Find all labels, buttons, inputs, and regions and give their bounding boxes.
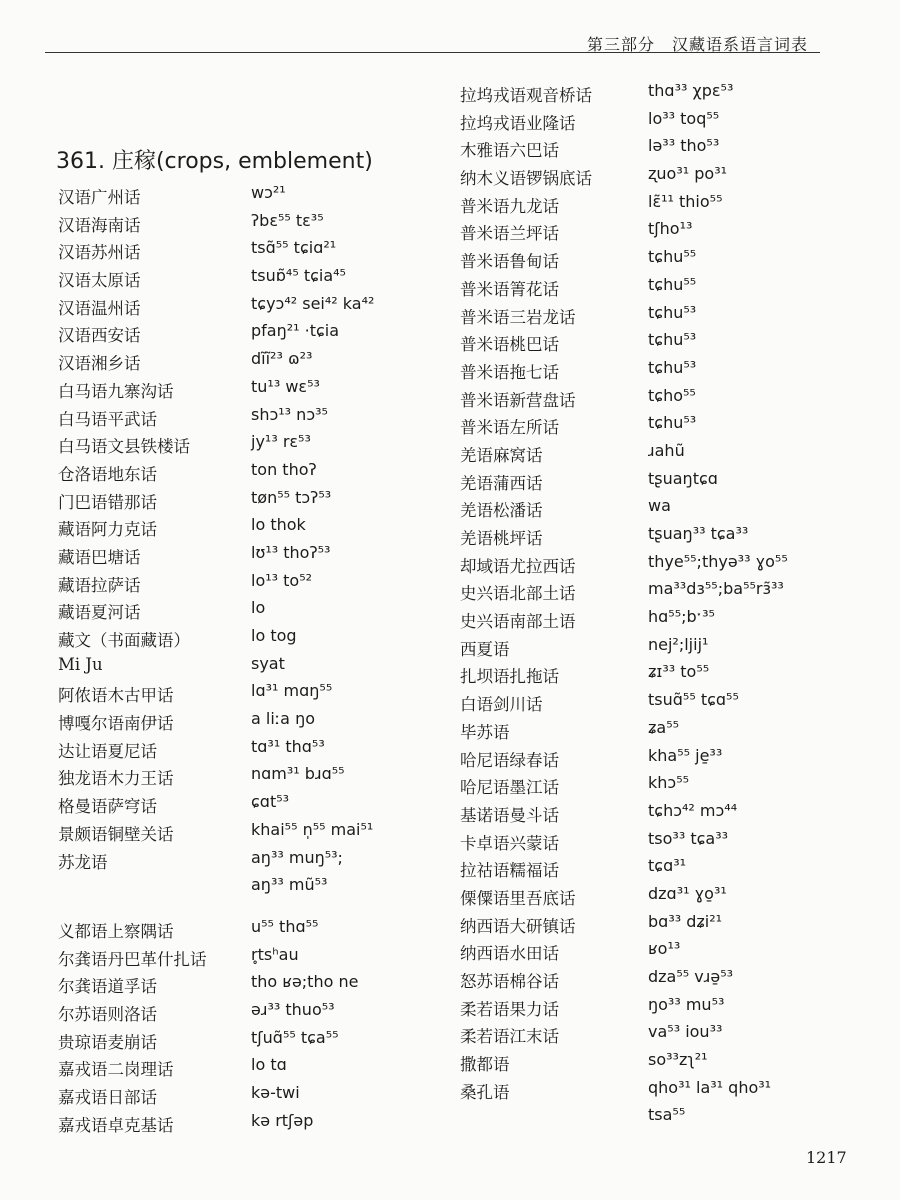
- word-form: tʂuaŋ³³ tɕa³³: [648, 524, 749, 543]
- word-form: tu¹³ wɛ⁵³: [251, 376, 320, 396]
- word-form: r̥tsʰau: [251, 944, 299, 964]
- word-entry: [460, 1021, 840, 1049]
- language-name: 嘉戎语日部话: [58, 1088, 157, 1107]
- word-entry: [460, 578, 840, 606]
- word-entry: [58, 182, 398, 210]
- word-entry: [58, 819, 398, 847]
- word-form: dza⁵⁵ vɹə̱⁵³: [648, 967, 734, 986]
- word-form: va⁵³ iou³³: [648, 1022, 723, 1042]
- word-form: tɕhu⁵⁵: [648, 274, 697, 294]
- header-rule: [45, 52, 820, 53]
- language-name: 贵琼语麦崩话: [58, 1032, 157, 1052]
- entry-spacer: [58, 902, 398, 916]
- word-form: nɑm³¹ bɹɑ⁵⁵: [251, 764, 345, 784]
- language-name: 格曼语萨穹话: [58, 797, 157, 817]
- word-form: lɑ³¹ mɑŋ⁵⁵: [251, 681, 333, 701]
- word-entry: [460, 966, 840, 994]
- language-name: 基诺语曼斗话: [460, 805, 559, 825]
- word-form: ɹahũ: [648, 440, 685, 460]
- word-form: tɕyɔ⁴² sei⁴² ka⁴²: [251, 293, 375, 313]
- word-form: tɕhu⁵³: [648, 330, 697, 350]
- word-form: hɑ⁵⁵;bˑ³⁵: [648, 607, 715, 627]
- right-column: [460, 80, 840, 1132]
- language-name: 汉语海南话: [58, 215, 141, 235]
- language-name: 哈尼语绿春话: [460, 750, 559, 770]
- language-name: 羌语松潘话: [460, 501, 543, 521]
- word-entry: [58, 763, 398, 791]
- language-name: 门巴语错那话: [58, 492, 157, 512]
- word-entry: [58, 791, 398, 819]
- word-form: a liːa ŋo: [251, 709, 315, 729]
- word-entry: [58, 916, 398, 944]
- word-entry: [58, 597, 398, 625]
- word-form: ma³³dз⁵⁵;ba⁵⁵rɜ̃³³: [648, 579, 784, 599]
- language-name: 普米语左所话: [460, 418, 559, 438]
- word-entry: [460, 717, 840, 745]
- word-form: lo¹³ to⁵²: [251, 570, 313, 590]
- running-header-text: 第三部分 汉藏语系语言词表: [586, 35, 808, 54]
- word-form: tʃuɑ̃⁵⁵ tɕa⁵⁵: [251, 1027, 339, 1047]
- language-name: 达让语夏尼话: [58, 741, 157, 761]
- word-form: lə³³ tho⁵³: [648, 136, 720, 156]
- word-entry: [58, 265, 398, 293]
- language-name: 却域语尤拉西话: [460, 556, 576, 576]
- word-entry: [58, 944, 398, 972]
- word-form: tsuɒ̃⁴⁵ tɕia⁴⁵: [251, 266, 346, 286]
- language-name: 嘉戎语二岗理话: [58, 1060, 174, 1080]
- word-form: tɕhu⁵⁵: [648, 247, 697, 267]
- word-entry: [58, 1054, 398, 1082]
- word-form: tho ʁə;tho ne: [251, 972, 359, 992]
- language-name: 博嘎尔语南伊话: [58, 714, 174, 734]
- word-entry: [58, 653, 398, 681]
- word-entry: [58, 1027, 398, 1055]
- language-name: 苏龙语: [58, 852, 108, 872]
- word-entry: [58, 874, 398, 902]
- word-entry: [460, 938, 840, 966]
- word-entry: [460, 302, 840, 330]
- word-form: ʁo¹³: [648, 939, 681, 959]
- word-entry: [460, 634, 840, 662]
- word-form: syat: [251, 653, 285, 673]
- word-form: khai⁵⁵ n̩⁵⁵ mai⁵¹: [251, 819, 374, 839]
- word-entry: [460, 163, 840, 191]
- word-form: kə-twi: [251, 1083, 300, 1102]
- word-entry: [58, 1082, 398, 1110]
- word-entry: [460, 661, 840, 689]
- language-name: 毕苏语: [460, 722, 510, 742]
- language-name: 汉语太原话: [58, 271, 141, 291]
- language-name: 藏文（书面藏语）: [58, 631, 190, 650]
- language-name: 汉语温州话: [58, 298, 141, 318]
- word-entry: [460, 689, 840, 717]
- language-name: 拉祜语糯福话: [460, 861, 559, 881]
- word-entry: [460, 883, 840, 911]
- word-entry: [58, 847, 398, 875]
- word-entry: [58, 293, 398, 321]
- word-form: ʔbɛ⁵⁵ tɛ³⁵: [251, 210, 324, 230]
- language-name: 羌语桃坪话: [460, 529, 543, 548]
- word-form: thye⁵⁵;thyə³³ ɣo⁵⁵: [648, 551, 788, 571]
- word-entry: [460, 108, 840, 136]
- language-name: 羌语麻窝话: [460, 445, 543, 465]
- word-entry: [58, 971, 398, 999]
- language-name: 柔若语江末话: [460, 1027, 559, 1047]
- word-form: u⁵⁵ thɑ⁵⁵: [251, 916, 319, 936]
- word-form: thɑ³³ χpɛ⁵³: [648, 81, 734, 100]
- word-form: ʐuo³¹ po³¹: [648, 164, 728, 184]
- word-entry: [460, 994, 840, 1022]
- language-name: 阿侬语木古甲话: [58, 686, 174, 706]
- word-entry: [460, 218, 840, 246]
- word-form: wɔ²¹: [251, 183, 286, 202]
- language-name: 藏语阿力克话: [58, 520, 157, 540]
- word-entry: [460, 911, 840, 939]
- word-form: tɕhu⁵³: [648, 357, 697, 377]
- language-name: 尔龚语道孚话: [58, 977, 157, 997]
- language-name: 景颇语铜壁关话: [58, 824, 174, 844]
- language-name: 尔苏语则洛话: [58, 1004, 157, 1024]
- word-entry: [460, 855, 840, 883]
- word-entry: [460, 357, 840, 385]
- word-form: tɕho⁵⁵: [648, 385, 696, 405]
- word-form: ʑa⁵⁵: [648, 717, 680, 737]
- word-entry: [58, 320, 398, 348]
- word-entry: [58, 999, 398, 1027]
- word-form: lo tog: [251, 626, 297, 645]
- word-entry: [460, 80, 840, 108]
- word-form: so³³zʅ²¹: [648, 1050, 708, 1070]
- language-name: 拉坞戎语观音桥话: [460, 86, 592, 105]
- language-name: Mi Ju: [58, 654, 103, 674]
- word-form: tʃho¹³: [648, 219, 693, 239]
- word-entry: [460, 800, 840, 828]
- language-name: 普米语拖七话: [460, 362, 559, 382]
- word-entry: [460, 606, 840, 634]
- word-form: nej²;ljij¹: [648, 634, 709, 654]
- word-form: dĩĩ²³ ɷ²³: [251, 349, 313, 369]
- word-entry: [460, 385, 840, 413]
- language-name: 纳木义语锣锅底话: [460, 169, 592, 189]
- word-form: tʂuaŋtɕɑ: [648, 468, 718, 488]
- word-entry: [58, 736, 398, 764]
- word-form: qho³¹ la³¹ qho³¹: [648, 1077, 772, 1097]
- language-name: 汉语湘乡话: [58, 354, 141, 374]
- word-form: kha⁵⁵ je̱³³: [648, 745, 723, 765]
- word-form: aŋ³³ mũ⁵³: [251, 875, 328, 895]
- word-entry: [460, 246, 840, 274]
- word-entry: [460, 745, 840, 773]
- language-name: 西夏语: [460, 639, 510, 659]
- word-form: ŋo³³ mu⁵³: [648, 994, 725, 1014]
- word-entry: [58, 570, 398, 598]
- word-entry: [460, 1077, 840, 1105]
- language-name: 普米语兰坪话: [460, 224, 559, 244]
- word-entry: [460, 274, 840, 302]
- word-entry: [460, 135, 840, 163]
- word-form: tɕhɔ⁴² mɔ⁴⁴: [648, 800, 738, 820]
- word-entry: [460, 523, 840, 551]
- word-entry: [460, 1104, 840, 1132]
- word-entry: [58, 376, 398, 404]
- language-name: 拉坞戎语业隆话: [460, 113, 576, 133]
- word-form: lo thok: [251, 515, 306, 535]
- language-name: 普米语三岩龙话: [460, 307, 576, 327]
- word-entry: [58, 487, 398, 515]
- language-name: 怒苏语棉谷话: [460, 972, 559, 991]
- language-name: 嘉戎语卓克基话: [58, 1115, 174, 1135]
- word-form: tso³³ tɕa³³: [648, 828, 729, 848]
- word-form: tøn⁵⁵ tɔʔ⁵³: [251, 487, 332, 507]
- language-name: 普米语新营盘话: [460, 390, 576, 410]
- word-entry: [58, 237, 398, 265]
- language-name: 卡卓语兴蒙话: [460, 833, 559, 853]
- language-name: 普米语鲁甸话: [460, 252, 559, 272]
- section-title: 361. 庄稼(crops, emblement): [56, 149, 373, 174]
- language-name: 纳西语水田话: [460, 944, 559, 964]
- language-name: 扎坝语扎拖话: [460, 667, 559, 687]
- word-form: lo tɑ: [251, 1055, 287, 1075]
- language-name: 撒都语: [460, 1055, 510, 1075]
- language-name: 普米语桃巴话: [460, 335, 559, 355]
- language-name: 羌语蒲西话: [460, 473, 543, 493]
- left-column: [58, 182, 398, 1137]
- word-form: lo³³ toq⁵⁵: [648, 108, 720, 128]
- word-form: khɔ⁵⁵: [648, 773, 690, 793]
- language-name: 藏语夏河话: [58, 603, 141, 623]
- word-form: lʊ¹³ thoʔ⁵³: [251, 542, 331, 562]
- word-form: bɑ³³ dʑi²¹: [648, 911, 723, 931]
- language-name: 白语剑川话: [460, 695, 543, 715]
- language-name: 木雅语六巴话: [460, 141, 559, 161]
- word-entry: [58, 625, 398, 653]
- word-form: wa: [648, 496, 671, 516]
- language-name: 汉语苏州话: [58, 243, 141, 263]
- language-name: 桑孔语: [460, 1082, 510, 1102]
- language-name: 哈尼语墨江话: [460, 778, 559, 798]
- word-entry: [58, 708, 398, 736]
- word-entry: [58, 348, 398, 376]
- word-entry: [460, 1049, 840, 1077]
- word-entry: [460, 440, 840, 468]
- language-name: 普米语九龙话: [460, 196, 559, 216]
- word-form: pfaŋ²¹ ·tɕia: [251, 321, 340, 341]
- word-form: tsɑ̃⁵⁵ tɕiɑ²¹: [251, 238, 337, 258]
- word-form: əɹ³³ thuo⁵³: [251, 999, 335, 1019]
- word-form: dzɑ³¹ ɣo̱³¹: [648, 883, 727, 903]
- word-entry: [460, 468, 840, 496]
- word-entry: [460, 828, 840, 856]
- language-name: 普米语箐花话: [460, 279, 559, 299]
- language-name: 白马语平武话: [58, 409, 157, 429]
- word-entry: [460, 772, 840, 800]
- word-form: lo: [251, 598, 266, 618]
- word-form: tɕhu⁵³: [648, 413, 697, 433]
- language-name: 白马语九寨沟话: [58, 381, 174, 401]
- word-entry: [58, 680, 398, 708]
- word-form: jy¹³ rɛ⁵³: [251, 432, 311, 452]
- language-name: 汉语广州话: [58, 188, 141, 207]
- language-name: 尔龚语丹巴革什扎话: [58, 949, 207, 969]
- language-name: 史兴语北部土话: [460, 584, 576, 604]
- word-entry: [58, 542, 398, 570]
- language-name: 白马语文县铁楼话: [58, 437, 190, 457]
- word-form: tsa⁵⁵: [648, 1105, 686, 1125]
- word-entry: [460, 412, 840, 440]
- word-entry: [460, 329, 840, 357]
- language-name: 仓洛语地东话: [58, 464, 157, 484]
- word-entry: [58, 1110, 398, 1138]
- word-form: aŋ³³ muŋ⁵³;: [251, 847, 343, 867]
- language-name: 汉语西安话: [58, 326, 141, 346]
- language-name: 史兴语南部土语: [460, 612, 576, 632]
- language-name: 藏语巴塘话: [58, 547, 141, 567]
- word-entry: [460, 191, 840, 219]
- word-entry: [460, 551, 840, 579]
- language-name: 傈僳语里吾底话: [460, 888, 576, 908]
- word-entry: [58, 431, 398, 459]
- word-form: shɔ¹³ nɔ³⁵: [251, 404, 328, 424]
- language-name: 柔若语果力话: [460, 999, 559, 1019]
- word-form: ɕɑt⁵³: [251, 792, 290, 812]
- language-name: 藏语拉萨话: [58, 575, 141, 595]
- word-entry: [58, 210, 398, 238]
- word-entry: [460, 495, 840, 523]
- word-entry: [58, 404, 398, 432]
- language-name: 纳西语大研镇话: [460, 916, 576, 936]
- word-form: tɕɑ³¹: [648, 856, 687, 876]
- page-number: 1217: [806, 1148, 847, 1167]
- word-form: tɕhu⁵³: [648, 302, 697, 322]
- word-entry: [58, 514, 398, 542]
- word-form: ton thoʔ: [251, 459, 317, 479]
- word-form: tsuɑ̃⁵⁵ tɕɑ⁵⁵: [648, 690, 739, 710]
- language-name: 义都语上察隅话: [58, 921, 174, 941]
- word-form: tɑ³¹ thɑ⁵³: [251, 736, 325, 756]
- running-header: [0, 0, 900, 60]
- word-form: kə rtʃəp: [251, 1110, 314, 1130]
- language-name: 独龙语木力王话: [58, 769, 174, 789]
- word-entry: [58, 459, 398, 487]
- word-form: ʑɪ³³ to⁵⁵: [648, 662, 710, 682]
- word-form: lɛ̃¹¹ thio⁵⁵: [648, 191, 723, 211]
